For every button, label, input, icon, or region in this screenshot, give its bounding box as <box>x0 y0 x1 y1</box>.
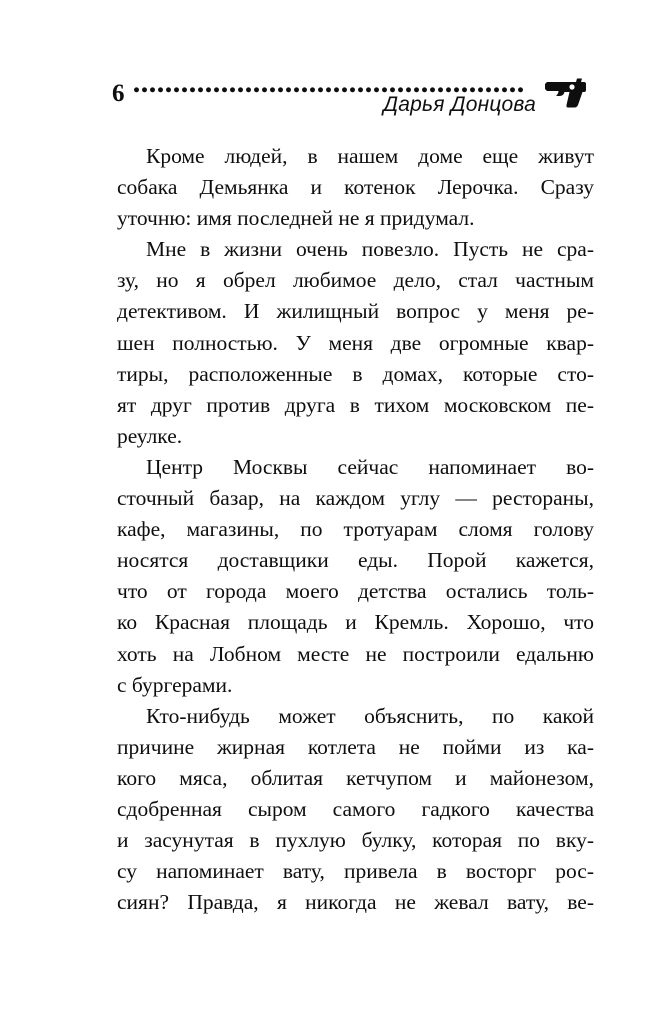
text-line: сдобренная сыром самого гадкого качества <box>117 796 594 821</box>
text-line: Кто-нибудь может объяснить, по какой <box>146 703 594 728</box>
running-author: Дарья Донцова <box>383 93 536 116</box>
page-body <box>117 141 594 918</box>
text-line: реулке. <box>117 423 183 448</box>
pistol-icon <box>543 77 587 109</box>
text-line: собака Демьянка и котенок Лерочка. Сразу <box>117 175 594 200</box>
text-line: зу, но я обрел любимое дело, стал частным <box>117 268 594 293</box>
text-line: детективом. И жилищный вопрос у меня ре- <box>117 299 594 324</box>
page-number: 6 <box>112 80 125 107</box>
text-line: что от города моего детства остались толь- <box>117 579 594 604</box>
text-line: сточный базар, на каждом углу — рестораны, <box>117 486 594 511</box>
running-header <box>0 0 661 140</box>
text-line: кафе, магазины, по тротуарам сломя голову <box>117 517 594 542</box>
text-line: и засунутая в пухлую булку, которая по вку- <box>117 828 594 853</box>
text-line: ят друг против друга в тихом московском пе- <box>117 392 594 417</box>
text-line: Кроме людей, в нашем доме еще живут <box>146 144 594 168</box>
text-line: тиры, расположенные в домах, которые сто- <box>117 361 594 386</box>
text-line: су напоминает вату, привела в восторг рос- <box>117 859 594 884</box>
text-line: Центр Москвы сейчас напоминает во- <box>146 454 594 479</box>
text-line: уточню: имя последней не я придумал. <box>117 206 475 231</box>
text-line: кого мяса, облитая кетчупом и майонезом, <box>117 765 594 790</box>
text-line: хоть на Лобном месте не построили едальню <box>117 641 594 666</box>
text-line: носятся доставщики еды. Порой кажется, <box>117 548 594 573</box>
text-line: сиян? Правда, я никогда не жевал вату, ве- <box>117 890 594 915</box>
text-line: шен полностью. У меня две огромные квар- <box>117 330 594 355</box>
text-line: Мне в жизни очень повезло. Пусть не сра- <box>146 237 594 262</box>
text-line: причине жирная котлета не пойми из ка- <box>117 734 594 759</box>
text-line: с бургерами. <box>117 672 233 697</box>
text-line: ко Красная площадь и Кремль. Хорошо, что <box>117 610 594 635</box>
